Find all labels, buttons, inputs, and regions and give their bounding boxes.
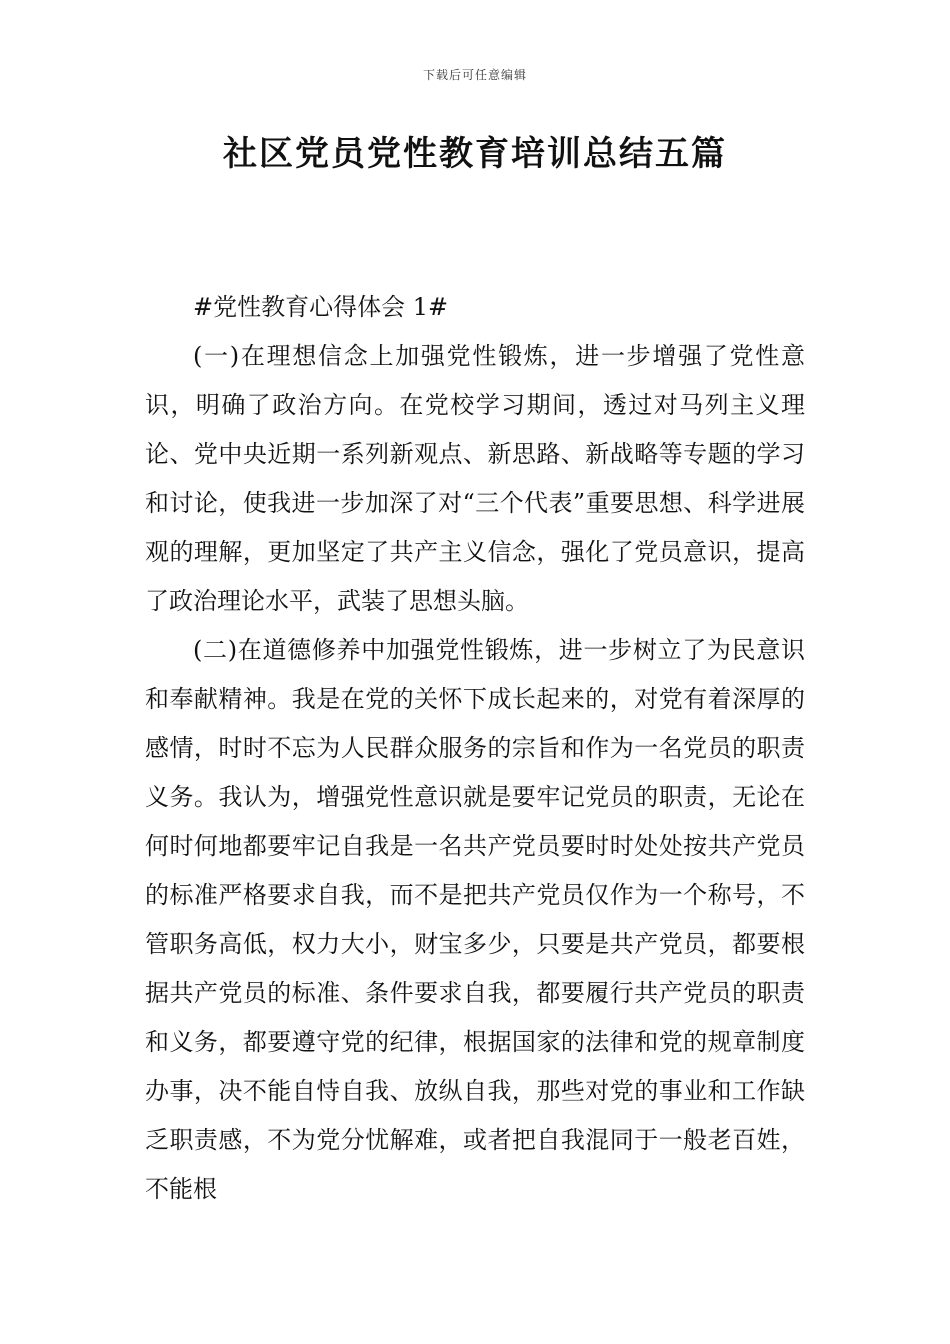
paragraph-2: (二)在道德修养中加强党性锻炼，进一步树立了为民意识和奉献精神。我是在党的关怀下成长起来的，对党有着深厚的感情，时时不忘为人民群众服务的宗旨和作为一名党员的职责义务。我认为，增强党性意识就是要牢记党员的职责，无论在何时何地都要牢记自我是一名共产党员要时时处处按共产党员的标准严格要求自我，而不是把共产党员仅作为一个称号，不管职务高低，权力大小，财宝多少，只要是共产党员，都要根据共产党员的标准、条件要求自我，都要履行共产党员的职责和义务，都要遵守党的纪律，根据国家的法律和党的规章制度办事，决不能自恃自我、放纵自我，那些对党的事业和工作缺乏职责感，不为党分忧解难，或者把自我混同于一般老百姓，不能根 <box>145 636 805 1203</box>
document-body <box>145 283 805 1214</box>
section-heading: #党性教育心得体会 1# <box>193 293 449 321</box>
paragraph-1: (一)在理想信念上加强党性锻炼，进一步增强了党性意识，明确了政治方向。在党校学习期间，透过对马列主义理论、党中央近期一系列新观点、新思路、新战略等专题的学习和讨论，使我进一步加深了对“三个代表”重要思想、科学进展观的理解，更加坚定了共产主义信念，强化了党员意识，提高了政治理论水平，武装了思想头脑。 <box>145 342 805 615</box>
header-note: 下载后可任意编辑 <box>422 68 527 82</box>
document-title: 社区党员党性教育培训总结五篇 <box>223 134 727 174</box>
